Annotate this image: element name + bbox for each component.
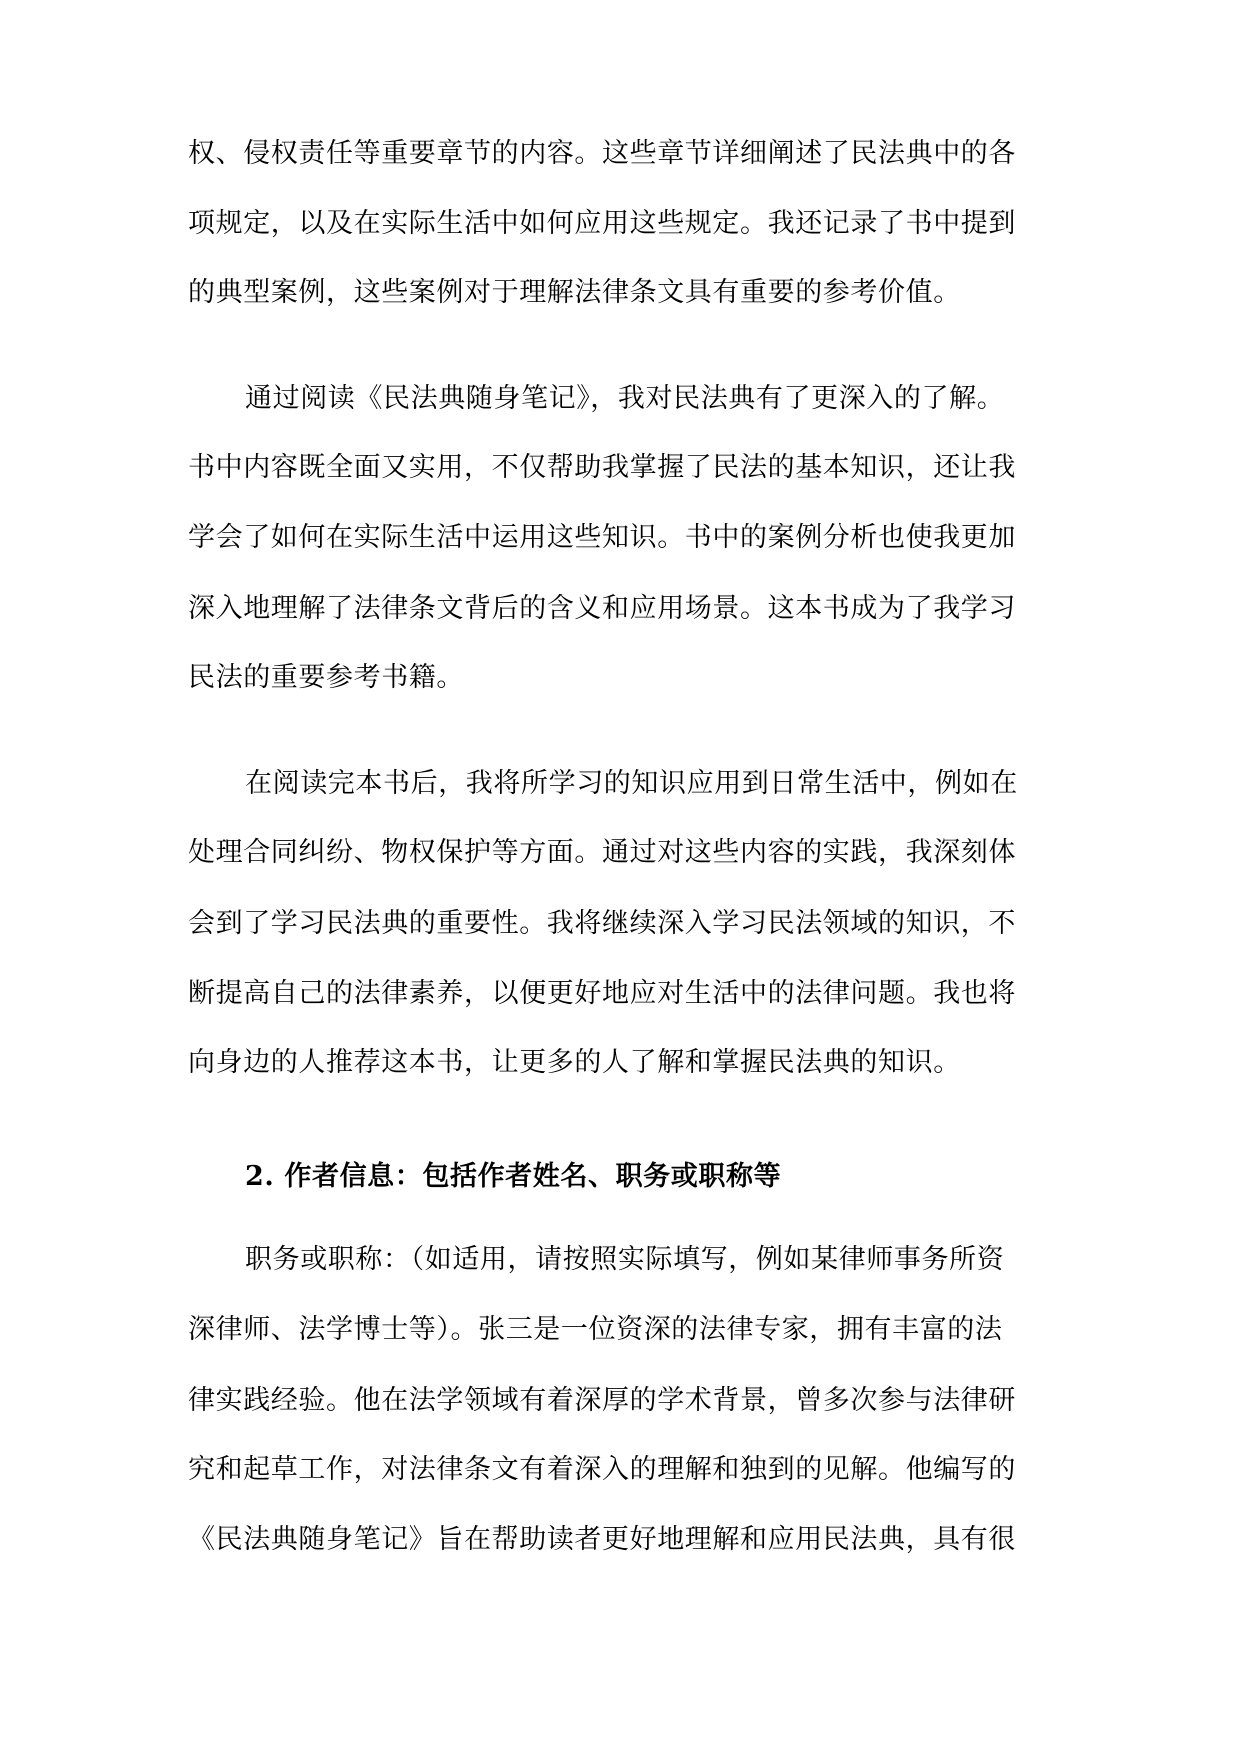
paragraph-3-line-1: 在阅读完本书后，我将所学习的知识应用到日常生活中，例如在 — [245, 768, 1018, 799]
paragraph-1-line-1: 权、侵权责任等重要章节的内容。这些章节详细阐述了民法典中的各 — [188, 138, 1016, 169]
paragraph-4-line-1: 职务或职称：（如适用，请按照实际填写，例如某律师事务所资 — [245, 1244, 1005, 1275]
paragraph-3-line-2: 处理合同纠纷、物权保护等方面。通过对这些内容的实践，我深刻体 — [188, 837, 1016, 868]
paragraph-1-line-3: 的典型案例，这些案例对于理解法律条文具有重要的参考价值。 — [188, 277, 961, 308]
paragraph-3-line-5: 向身边的人推荐这本书，让更多的人了解和掌握民法典的知识。 — [188, 1047, 961, 1078]
paragraph-3-line-4: 断提高自己的法律素养，以便更好地应对生活中的法律问题。我也将 — [188, 978, 1016, 1009]
section-heading: 2. 作者信息：包括作者姓名、职务或职称等 — [245, 1161, 782, 1192]
paragraph-4-line-2: 深律师、法学博士等）。张三是一位资深的法律专家，拥有丰富的法 — [188, 1314, 1003, 1345]
paragraph-2-line-5: 民法的重要参考书籍。 — [188, 662, 464, 693]
paragraph-2-line-1: 通过阅读《民法典随身笔记》，我对民法典有了更深入的了解。 — [245, 383, 1005, 414]
paragraph-2-line-3: 学会了如何在实际生活中运用这些知识。书中的案例分析也使我更加 — [188, 522, 1016, 553]
paragraph-4-line-5: 《民法典随身笔记》旨在帮助读者更好地理解和应用民法典，具有很 — [188, 1524, 1016, 1555]
paragraph-4-line-3: 律实践经验。他在法学领域有着深厚的学术背景，曾多次参与法律研 — [188, 1385, 1016, 1416]
paragraph-2-line-2: 书中内容既全面又实用，不仅帮助我掌握了民法的基本知识，还让我 — [188, 452, 1016, 483]
paragraph-4-line-4: 究和起草工作，对法律条文有着深入的理解和独到的见解。他编写的 — [188, 1454, 1016, 1485]
paragraph-2-line-4: 深入地理解了法律条文背后的含义和应用场景。这本书成为了我学习 — [188, 593, 1016, 624]
paragraph-1-line-2: 项规定，以及在实际生活中如何应用这些规定。我还记录了书中提到 — [188, 208, 1016, 239]
paragraph-3-line-3: 会到了学习民法典的重要性。我将继续深入学习民法领域的知识，不 — [188, 908, 1016, 939]
